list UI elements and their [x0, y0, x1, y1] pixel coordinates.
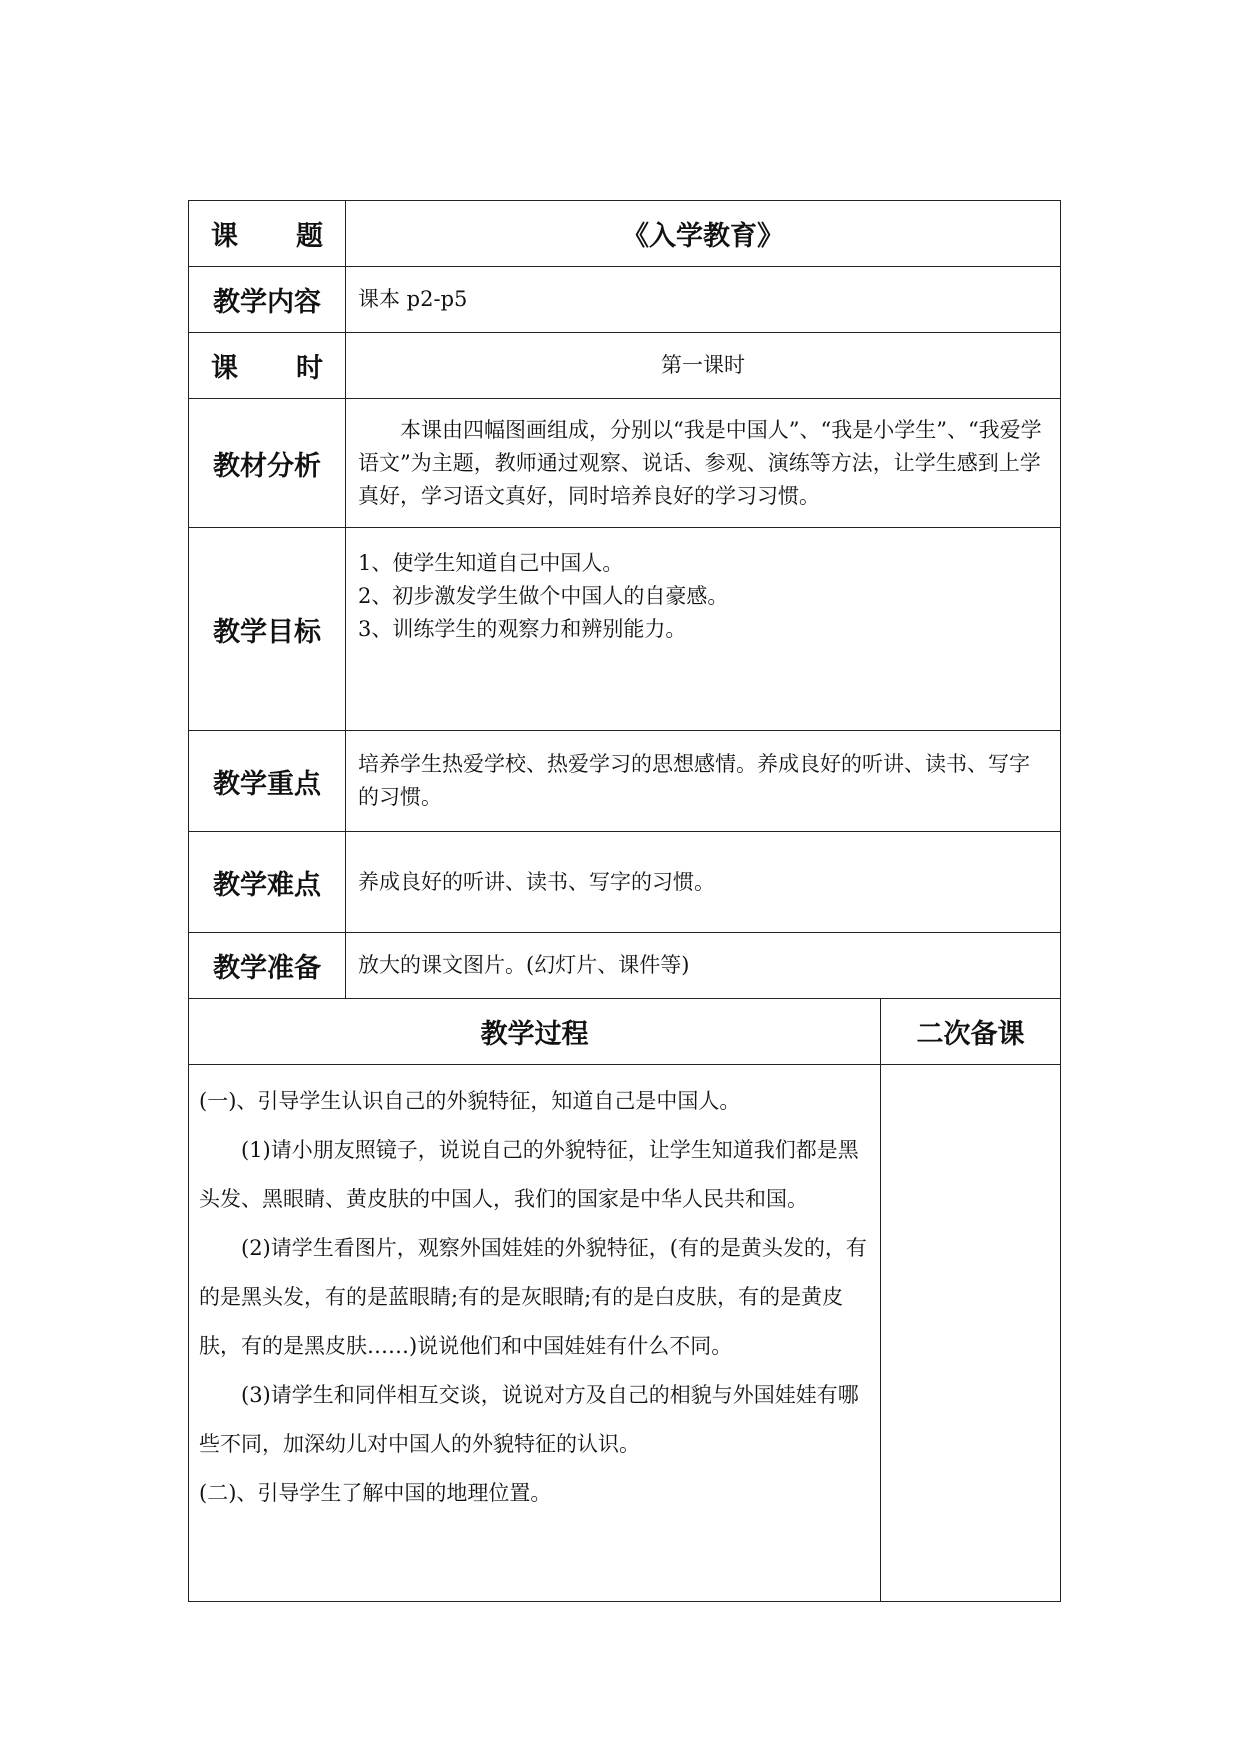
goal-item: 3、训练学生的观察力和辨别能力。 [358, 616, 687, 641]
value-key-points: 培养学生热爱学校、热爱学习的思想感情。养成良好的听讲、读书、写字的习惯。 [346, 731, 1061, 832]
label-analysis: 教材分析 [189, 399, 346, 528]
value-difficulties: 养成良好的听讲、读书、写字的习惯。 [346, 832, 1061, 933]
process-section-2: (二)、引导学生了解中国的地理位置。 [199, 1481, 552, 1505]
row-analysis [189, 399, 1061, 528]
header-process: 教学过程 [189, 999, 881, 1065]
label-goals: 教学目标 [189, 528, 346, 731]
label-period: 课 时 [189, 333, 346, 399]
secondary-notes-cell [881, 1065, 1061, 1602]
row-goals [189, 528, 1061, 731]
row-key-points [189, 731, 1061, 832]
label-preparation: 教学准备 [189, 933, 346, 999]
label-difficulties: 教学难点 [189, 832, 346, 933]
process-section-1: (一)、引导学生认识自己的外貌特征，知道自己是中国人。 [199, 1089, 741, 1113]
lesson-plan-table [188, 200, 1061, 1602]
value-analysis: 本课由四幅图画组成，分别以“我是中国人”、“我是小学生”、“我爱学语文”为主题，教师通过观察、说话、参观、演练等方法，让学生感到上学真好，学习语文真好，同时培养良好的学习习惯。 [346, 399, 1061, 528]
label-content: 教学内容 [189, 267, 346, 333]
goal-item: 1、使学生知道自己中国人。 [358, 550, 624, 575]
row-process-header [189, 999, 1061, 1065]
row-period [189, 333, 1061, 399]
value-period: 第一课时 [346, 333, 1061, 399]
label-topic: 课 题 [189, 201, 346, 267]
row-difficulties [189, 832, 1061, 933]
value-topic: 《入学教育》 [346, 201, 1061, 267]
process-step-3: (3)请学生和同伴相互交谈，说说对方及自己的相貌与外国娃娃有哪些不同，加深幼儿对中国人的外貌特征的认识。 [199, 1383, 859, 1456]
process-step-2: (2)请学生看图片，观察外国娃娃的外貌特征，(有的是黄头发的，有的是黑头发，有的是蓝眼睛;有的是灰眼睛;有的是白皮肤，有的是黄皮肤，有的是黑皮肤……)说说他们和中国娃娃有什么不同。 [199, 1236, 867, 1358]
row-preparation [189, 933, 1061, 999]
row-process-body [189, 1065, 1061, 1602]
value-preparation: 放大的课文图片。(幻灯片、课件等) [346, 933, 1061, 999]
goal-item: 2、初步激发学生做个中国人的自豪感。 [358, 583, 729, 608]
label-key-points: 教学重点 [189, 731, 346, 832]
value-content: 课本 p2-p5 [346, 267, 1061, 333]
process-step-1: (1)请小朋友照镜子，说说自己的外貌特征，让学生知道我们都是黑头发、黑眼睛、黄皮肤的中国人，我们的国家是中华人民共和国。 [199, 1138, 859, 1211]
header-secondary: 二次备课 [881, 999, 1061, 1065]
row-content [189, 267, 1061, 333]
value-goals [346, 528, 1061, 731]
process-content [189, 1065, 881, 1602]
row-topic [189, 201, 1061, 267]
